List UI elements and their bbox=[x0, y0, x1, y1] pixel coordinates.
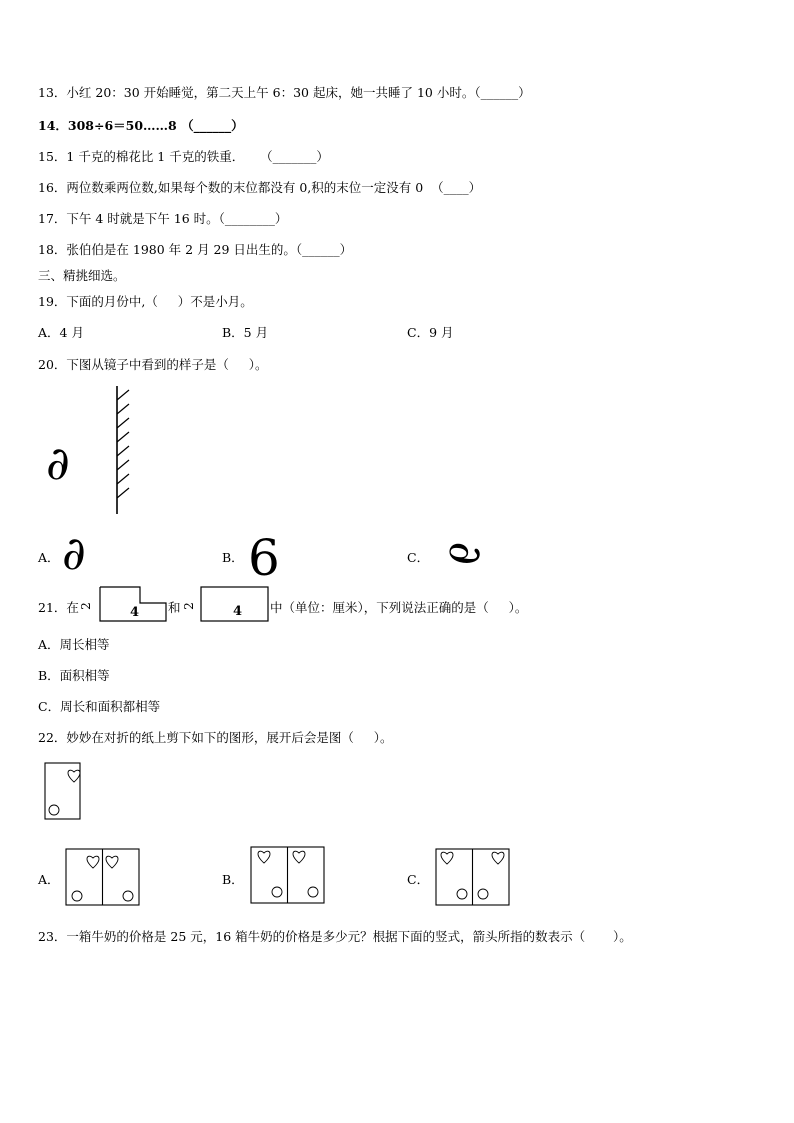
question-15: 15．1 千克的棉花比 1 千克的铁重． （_______） bbox=[38, 149, 329, 164]
q20-figure-glyph: ∂ bbox=[46, 436, 70, 490]
question-17: 17．下午 4 时就是下午 16 时。（________） bbox=[38, 211, 288, 226]
question-22: 22．妙妙在对折的纸上剪下如下的图形，展开后会是图（ ）。 bbox=[38, 730, 393, 745]
question-19: 19．下面的月份中,（ ）不是小月。 bbox=[38, 294, 253, 309]
q20-option-b-label[interactable]: B． bbox=[222, 550, 244, 565]
q21-mid: 和 bbox=[168, 600, 181, 615]
q22-option-b-figure[interactable] bbox=[250, 846, 326, 904]
q20-option-a-label[interactable]: A． bbox=[38, 550, 60, 565]
q21-option-b[interactable]: B．面积相等 bbox=[38, 668, 110, 683]
q21-shape2-bottom-label: 4 bbox=[233, 604, 243, 619]
question-20: 20．下图从镜子中看到的样子是（ ）。 bbox=[38, 357, 268, 372]
q22-option-b-label[interactable]: B． bbox=[222, 872, 244, 887]
q21-prefix: 21．在 bbox=[38, 600, 79, 615]
q22-folded-paper-icon bbox=[44, 762, 82, 820]
mirror-icon bbox=[113, 386, 133, 516]
q22-option-c-figure[interactable] bbox=[435, 848, 511, 906]
q21-shape1-side-label: 2 bbox=[78, 602, 93, 610]
question-16: 16．两位数乘两位数,如果每个数的末位都没有 0,积的末位一定没有 0 （____） bbox=[38, 180, 482, 195]
q22-option-c-label[interactable]: C． bbox=[407, 872, 430, 887]
q21-suffix: 中（单位：厘米），下列说法正确的是（ ）。 bbox=[270, 600, 528, 615]
q21-option-c[interactable]: C．周长和面积都相等 bbox=[38, 699, 161, 714]
q19-option-b[interactable]: B．5 月 bbox=[222, 325, 269, 340]
q21-option-a[interactable]: A．周长相等 bbox=[38, 637, 110, 652]
q19-option-a[interactable]: A．4 月 bbox=[38, 325, 84, 340]
q21-shape1-bottom-label: 4 bbox=[130, 605, 140, 620]
question-18: 18．张伯伯是在 1980 年 2 月 29 日出生的。（______） bbox=[38, 242, 353, 257]
q20-option-c-label[interactable]: C． bbox=[407, 550, 430, 565]
q20-option-b-glyph[interactable]: 6 bbox=[248, 529, 280, 587]
q20-option-a-glyph[interactable]: ∂ bbox=[62, 526, 86, 580]
question-13: 13．小红 20：30 开始睡觉，第二天上午 6：30 起床，她一共睡了 10 小时。（______） bbox=[38, 85, 531, 100]
section-title: 三、精挑细选。 bbox=[38, 268, 126, 283]
question-23: 23．一箱牛奶的价格是 25 元，16 箱牛奶的价格是多少元？根据下面的竖式，箭头所指的数表示（ ）。 bbox=[38, 929, 632, 944]
q22-option-a-label[interactable]: A． bbox=[38, 872, 60, 887]
q19-option-c[interactable]: C．9 月 bbox=[407, 325, 454, 340]
q20-option-c-glyph[interactable]: ∂ bbox=[439, 541, 494, 566]
question-14: 14．308÷6＝50……8 （______） bbox=[38, 118, 244, 133]
q21-shape2-side-label: 2 bbox=[181, 602, 196, 610]
q22-option-a-figure[interactable] bbox=[65, 848, 141, 906]
